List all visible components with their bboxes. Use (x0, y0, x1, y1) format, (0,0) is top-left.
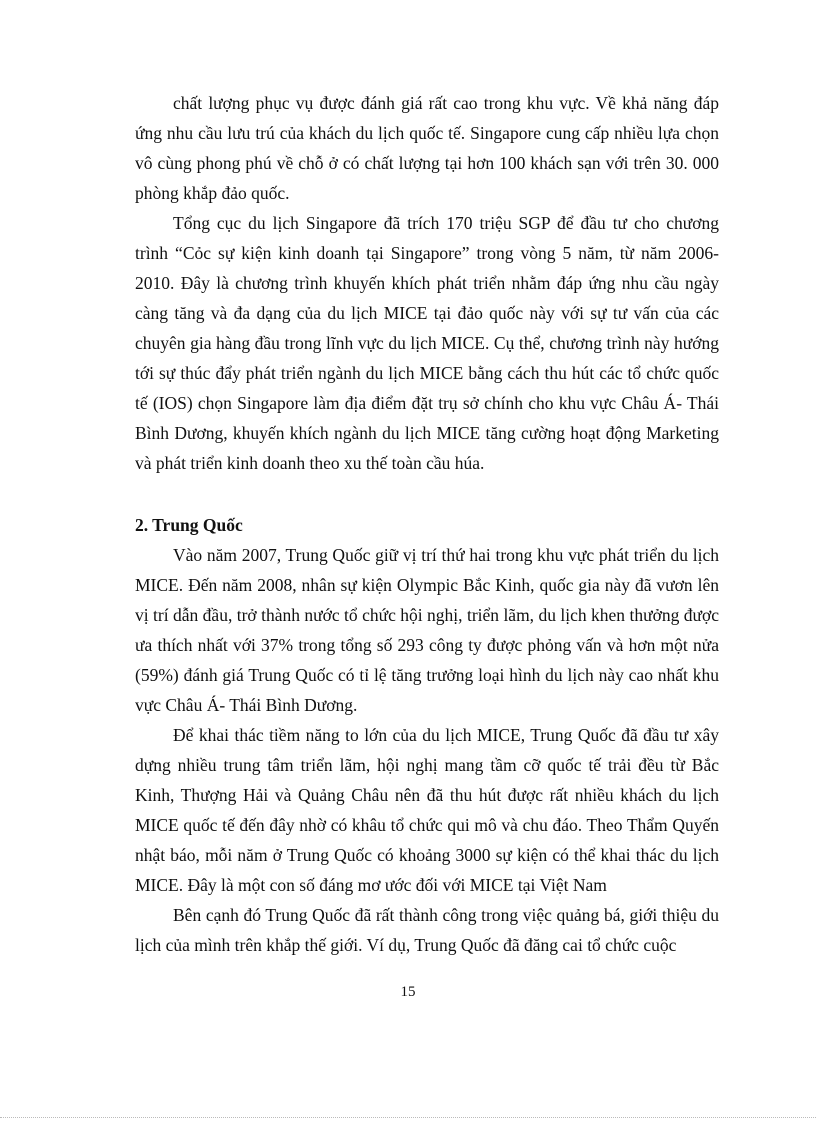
section-heading-china: 2. Trung Quốc (135, 515, 243, 535)
paragraph-singapore-accommodation: chất lượng phục vụ được đánh giá rất cao trong khu vực. Về khả năng đáp ứng nhu cầu lưu trú của khách du lịch quốc tế. Singapore cung cấp nhiều lựa chọn vô cùng phong phú về chỗ ở có chất lượng tại hơn 100 khách sạn với trên 30. 000 phòng khắp đảo quốc. (135, 93, 719, 203)
paragraph-singapore-program: Tổng cục du lịch Singapore đã trích 170 triệu SGP để đầu tư cho chương trình “Cỏc sự kiện kinh doanh tại Singapore” trong vòng 5 năm, từ năm 2006-2010. Đây là chương trình khuyến khích phát triển nhằm đáp ứng nhu cầu ngày càng tăng và đa dạng của du lịch MICE tại đảo quốc này với sự tư vấn của các chuyên gia hàng đầu trong lĩnh vực du lịch MICE. Cụ thể, chương trình này hướng tới sự thúc đẩy phát triển ngành du lịch MICE bằng cách thu hút các tổ chức quốc tế (IOS) chọn Singapore làm địa điểm đặt trụ sở chính cho khu vực Châu Á- Thái Bình Dương, khuyến khích ngành du lịch MICE tăng cường hoạt động Marketing và phát triển kinh doanh theo xu thế toàn cầu húa. (135, 213, 719, 473)
page-number: 15 (400, 984, 416, 1000)
paragraph-china-investment: Để khai thác tiềm năng to lớn của du lịch MICE, Trung Quốc đã đầu tư xây dựng nhiều trung tâm triển lãm, hội nghị mang tầm cỡ quốc tế trải đều từ Bắc Kinh, Thượng Hải và Quảng Châu nên đã thu hút được rất nhiều khách du lịch MICE quốc tế đến đây nhờ có khâu tổ chức qui mô và chu đáo. Theo Thẩm Quyến nhật báo, mỗi năm ở Trung Quốc có khoảng 3000 sự kiện có thể khai thác du lịch MICE. Đây là một con số đáng mơ ước đối với MICE tại Việt Nam (135, 725, 719, 895)
page-body (135, 88, 719, 960)
paragraph-china-promotion: Bên cạnh đó Trung Quốc đã rất thành công trong việc quảng bá, giới thiệu du lịch của mình trên khắp thế giới. Ví dụ, Trung Quốc đã đăng cai tổ chức cuộc (135, 905, 719, 955)
page-bottom-divider (0, 1117, 816, 1118)
paragraph-china-ranking: Vào năm 2007, Trung Quốc giữ vị trí thứ hai trong khu vực phát triển du lịch MICE. Đến năm 2008, nhân sự kiện Olympic Bắc Kinh, quốc gia này đã vươn lên vị trí dẫn đầu, trở thành nước tổ chức hội nghị, triển lãm, du lịch khen thưởng được ưa thích nhất với 37% trong tổng số 293 công ty được phỏng vấn và hơn một nửa (59%) đánh giá Trung Quốc có tỉ lệ tăng trưởng loại hình du lịch này cao nhất khu vực Châu Á- Thái Bình Dương. (135, 545, 719, 715)
